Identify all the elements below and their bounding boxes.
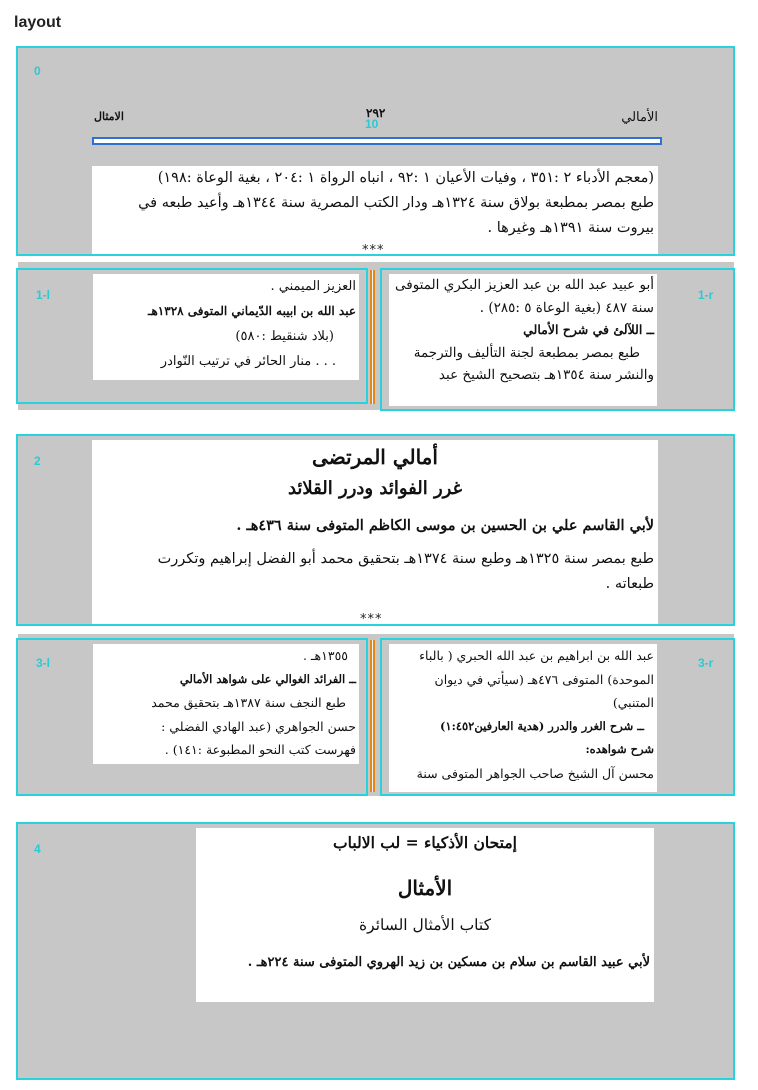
text-line: طبع بمصر سنة ١٣٢٥هـ وطبع سنة ١٣٧٤هـ بتحقيق محمد أبو الفضل إبراهيم وتكررت: [157, 551, 654, 567]
text-line: لأبي عبيد القاسم بن سلام بن مسكين بن زيد الهروي المتوفى سنة ٢٢٤هـ .: [247, 955, 650, 970]
region-1-right-text: [389, 274, 657, 406]
region-0-label: 0: [34, 64, 41, 78]
text-line: ــ اللآلئ في شرح الأمالي: [523, 322, 654, 337]
section-subheading: كتاب الأمثال السائرة: [359, 916, 491, 934]
text-line: ١٣٥٥هـ .: [302, 648, 348, 663]
text-line: (معجم الأدباء ٢ :٣٥١ ، وفيات الأعيان ١ :٩٢ ، انباه الرواة ١ :٢٠٤ ، بغية الوعاة :١٩٨): [157, 170, 654, 186]
text-line: (بلاد شنقيط :٥٨٠): [235, 329, 334, 344]
region-3-left-text: [93, 644, 359, 764]
text-line: سنة ٤٨٧ (بغية الوعاة ٥ :٢٨٥) .: [479, 299, 654, 316]
text-line: بيروت سنة ١٣٩١هـ وغيرها .: [487, 220, 654, 236]
region-0-box: [16, 46, 735, 256]
region-3-left-label: 3-l: [36, 656, 51, 670]
header-page-number: ٢٩٢: [366, 106, 386, 120]
section-subheading: غرر الفوائد ودرر القلائد: [287, 478, 463, 499]
text-line: العزيز الميمني .: [270, 279, 356, 294]
region-1-left-text: [93, 274, 359, 380]
text-line: طبعاته .: [605, 576, 654, 592]
text-line: إمتحان الأذكياء = لب الالباب: [333, 833, 517, 852]
region-1-right-label: 1-r: [698, 288, 714, 302]
text-line: الموحدة) المتوفى ٤٧٦هـ (سيأتي في ديوان: [434, 671, 654, 687]
text-line: عبد الله بن ابيبه الدّيماني المتوفى ١٣٢٨هـ: [147, 304, 356, 318]
region-1-left-label: 1-l: [36, 288, 51, 302]
section-heading: الأمثال: [397, 876, 453, 900]
separator-stars: ***: [362, 243, 385, 258]
text-line: حسن الجواهري (عبد الهادي الفضلي :: [161, 718, 356, 734]
page-title: layout: [14, 14, 62, 31]
region-3-right-label: 3-r: [698, 656, 714, 670]
column-divider: [370, 270, 375, 404]
column-divider: [370, 640, 375, 792]
header-right: الأمالي: [621, 110, 658, 125]
text-line: طبع بمصر بمطبعة لجنة التأليف والترجمة: [413, 344, 640, 361]
section-heading: أمالي المرتضى: [312, 445, 438, 469]
region-4-box: [16, 822, 735, 1080]
text-line: عبد الله بن ابراهيم بن عبد الله الحبري ( بالباء: [419, 648, 654, 663]
text-line: طبع بمصر بمطبعة بولاق سنة ١٣٢٤هـ ودار الكتب المصرية سنة ١٣٤٤هـ وأعيد طبعه في: [138, 195, 654, 211]
region-3-right-text: [389, 644, 657, 792]
region-2-label: 2: [34, 454, 41, 468]
text-line: لأبي القاسم علي بن الحسين بن موسى الكاظم المتوفى سنة ٤٣٦هـ .: [236, 517, 654, 534]
text-line: المتنبي): [612, 695, 654, 710]
text-line: أبو عبيد عبد الله بن عبد العزيز البكري المتوفى: [395, 277, 654, 293]
text-line: ــ شرح الغرر والدرر (هدية العارفين١:٤٥٢): [439, 718, 644, 733]
text-line: شرح شواهده:: [585, 742, 654, 756]
text-line: . . . منار الحائر في ترتيب النّوادر: [160, 354, 336, 369]
text-line: ــ الفرائد الغوالي على شواهد الأمالي: [179, 671, 356, 686]
text-line: طبع النجف سنة ١٣٨٧هـ بتحقيق محمد: [151, 695, 346, 710]
region-2-box: [16, 434, 735, 626]
separator-stars: ***: [360, 612, 383, 627]
region-4-label: 4: [34, 842, 41, 856]
text-line: محسن آل الشيخ صاحب الجواهر المتوفى سنة: [416, 765, 654, 781]
header-left: الامثال: [94, 110, 124, 123]
header-id-label: 10: [365, 117, 379, 131]
text-line: فهرست كتب النحو المطبوعة :١٤١) .: [164, 742, 356, 757]
text-line: والنشر سنة ١٣٥٤هـ بتصحيح الشيخ عبد: [438, 367, 654, 383]
